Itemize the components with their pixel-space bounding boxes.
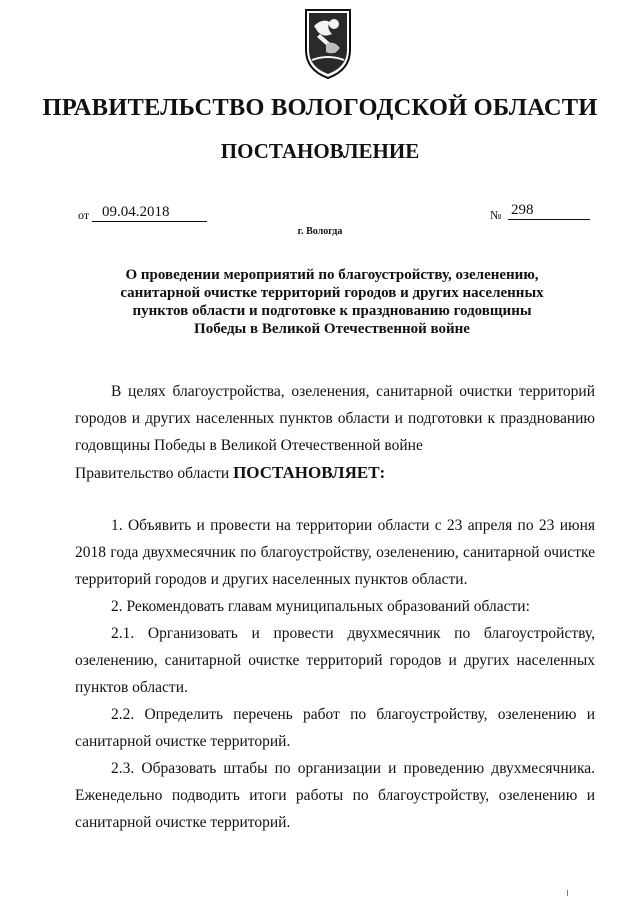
scan-mark <box>567 890 568 896</box>
item-1: 1. Объявить и провести на территории области с 23 апреля по 23 июня 2018 года двухмесячник по благоустройству, озеленению, санитарной очистке территорий городов и других населенных пунктов области. <box>75 517 595 588</box>
item-2-2: 2.2. Определить перечень работ по благоустройству, озеленению и санитарной очистке территорий. <box>75 706 595 750</box>
date-label: от <box>78 208 90 222</box>
number-label: № <box>490 208 502 222</box>
preamble-paragraph: В целях благоустройства, озеленения, санитарной очистки территорий городов и других населенных пунктов области и подготовки к празднованию годовщины Победы в Великой Отечественной войне <box>75 383 595 454</box>
coat-of-arms-icon <box>300 4 356 82</box>
document-type: ПОСТАНОВЛЕНИЕ <box>220 139 420 163</box>
decree-line <box>75 459 595 487</box>
item-2: 2. Рекомендовать главам муниципальных образований области: <box>111 598 530 615</box>
item-2-1: 2.1. Организовать и провести двухмесячник по благоустройству, озеленению, санитарной очистке территорий городов и других населенных пунктов области. <box>75 625 595 696</box>
decree-prefix: Правительство области <box>75 465 234 482</box>
city: г. Вологда <box>297 226 343 237</box>
item-2-3: 2.3. Образовать штабы по организации и проведению двухмесячника. Еженедельно подводить итоги работы по благоустройству, озеленению и санитарной очистке территорий. <box>75 760 595 831</box>
government-title: ПРАВИТЕЛЬСТВО ВОЛОГОДСКОЙ ОБЛАСТИ <box>42 94 598 121</box>
document-subject: О проведении мероприятий по благоустройству, озеленению, санитарной очистке территорий городов и других населенных пунктов области и подготовке к празднованию годовщины Победы в Великой Отечественной войне <box>120 267 544 337</box>
decree-word: ПОСТАНОВЛЯЕТ: <box>233 463 386 482</box>
document-number: 298 <box>508 201 590 220</box>
document-date: 09.04.2018 <box>92 203 207 222</box>
